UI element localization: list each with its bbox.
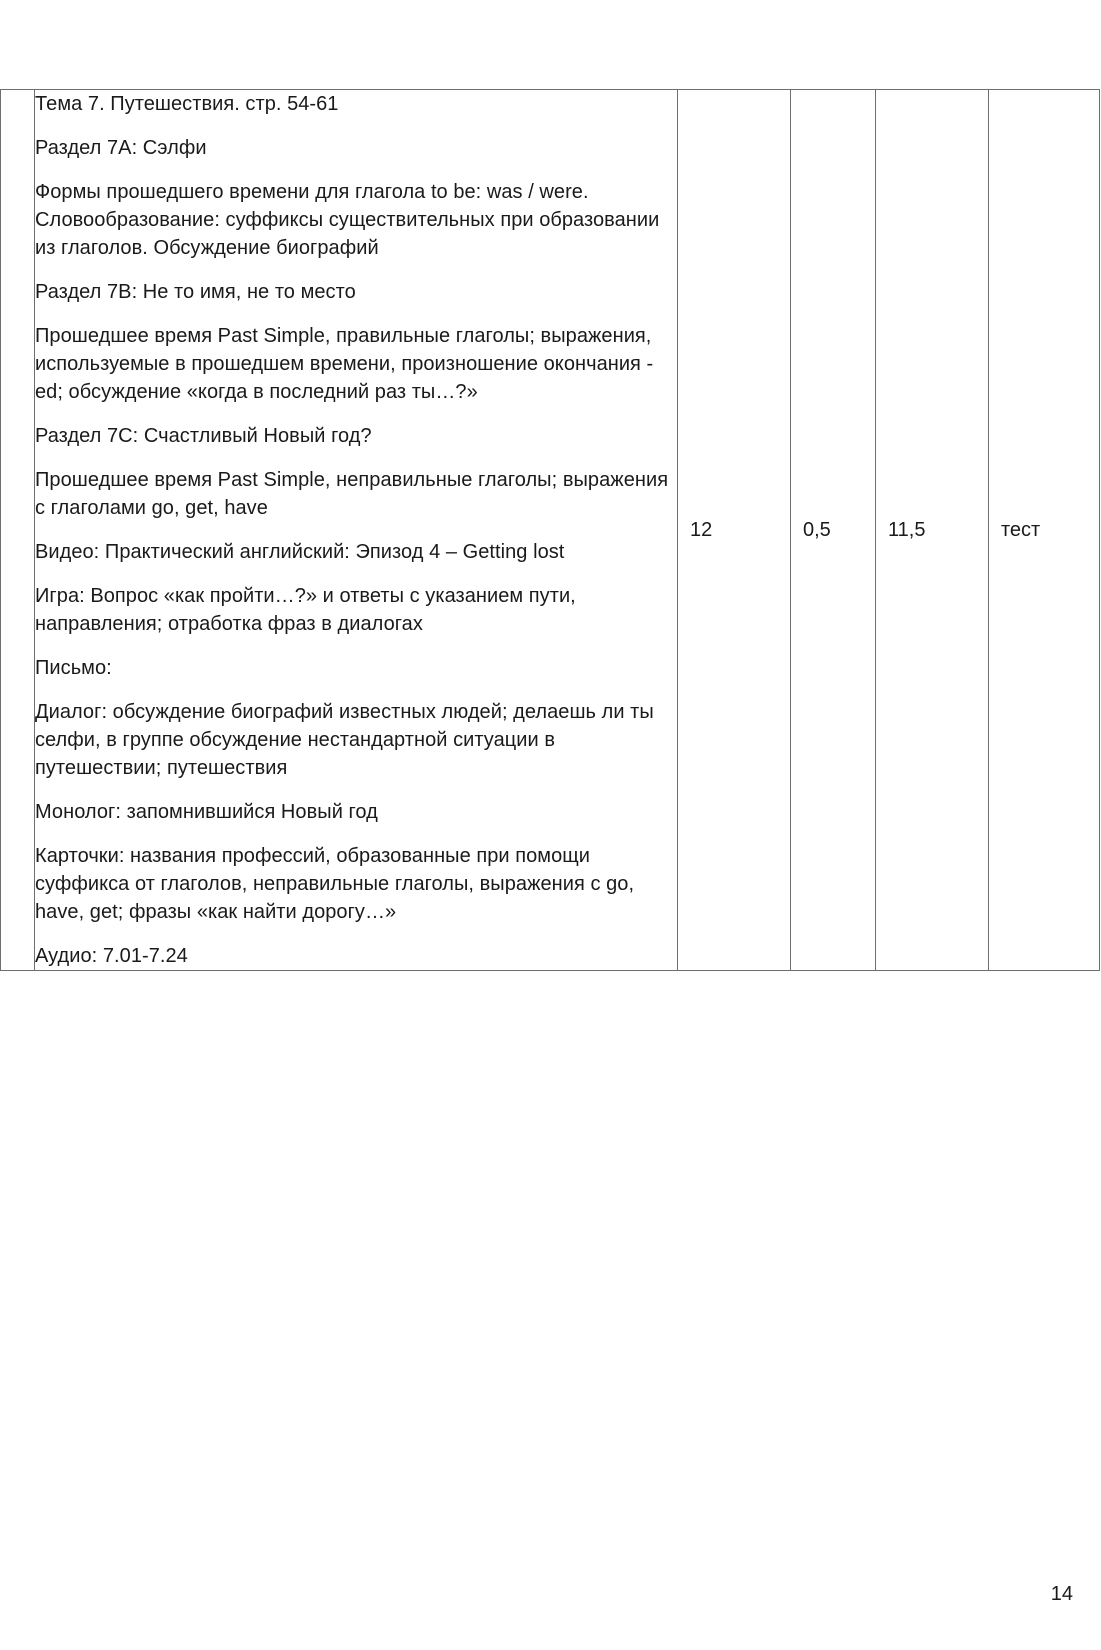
writing-paragraph: Письмо: (35, 657, 112, 679)
control-form-cell (989, 90, 1100, 971)
audio-paragraph: Аудио: 7.01-7.24 (35, 945, 188, 967)
game-paragraph: Игра: Вопрос «как пройти…?» и ответы с указанием пути, направления; отработка фраз в диалогах (35, 585, 576, 635)
section-7a-heading: Раздел 7A: Сэлфи (35, 137, 207, 159)
section-7b-heading: Раздел 7B: Не то имя, не то место (35, 281, 356, 303)
page-number: 14 (1050, 1583, 1073, 1605)
practice-hours-cell (876, 90, 989, 971)
topic-content-cell (35, 90, 678, 971)
cards-paragraph: Карточки: названия профессий, образованные при помощи суффикса от глаголов, неправильные глаголы, выражения с go, have, get; фразы «как найти дорогу…» (35, 845, 635, 923)
theory-hours-cell (791, 90, 876, 971)
monologue-paragraph: Монолог: запомнившийся Новый год (35, 801, 378, 823)
section-7b-description: Прошедшее время Past Simple, правильные глаголы; выражения, используемые в прошедшем времени, произношение окончания -ed; обсуждение «когда в последний раз ты…?» (35, 325, 654, 403)
row-number-cell (1, 90, 35, 971)
table-row (1, 90, 1100, 971)
section-7a-description: Формы прошедшего времени для глагола to be: was / were. Словообразование: суффиксы существительных при образовании из глаголов. Обсуждение биографий (35, 181, 660, 259)
control-form-value: тест (1001, 519, 1041, 541)
total-hours-value: 12 (690, 519, 713, 541)
total-hours-cell (678, 90, 791, 971)
curriculum-table (0, 89, 1100, 971)
dialogue-paragraph: Диалог: обсуждение биографий известных людей; делаешь ли ты селфи, в группе обсуждение нестандартной ситуации в путешествии; путешествия (35, 701, 654, 779)
section-7c-description: Прошедшее время Past Simple, неправильные глаголы; выражения с глаголами go, get, have (35, 469, 669, 519)
topic-title: Тема 7. Путешествия. стр. 54-61 (35, 93, 339, 115)
theory-hours-value: 0,5 (803, 519, 831, 541)
video-paragraph: Видео: Практический английский: Эпизод 4 – Getting lost (35, 541, 565, 563)
section-7c-heading: Раздел 7С: Счастливый Новый год? (35, 425, 372, 447)
practice-hours-value: 11,5 (888, 519, 926, 541)
